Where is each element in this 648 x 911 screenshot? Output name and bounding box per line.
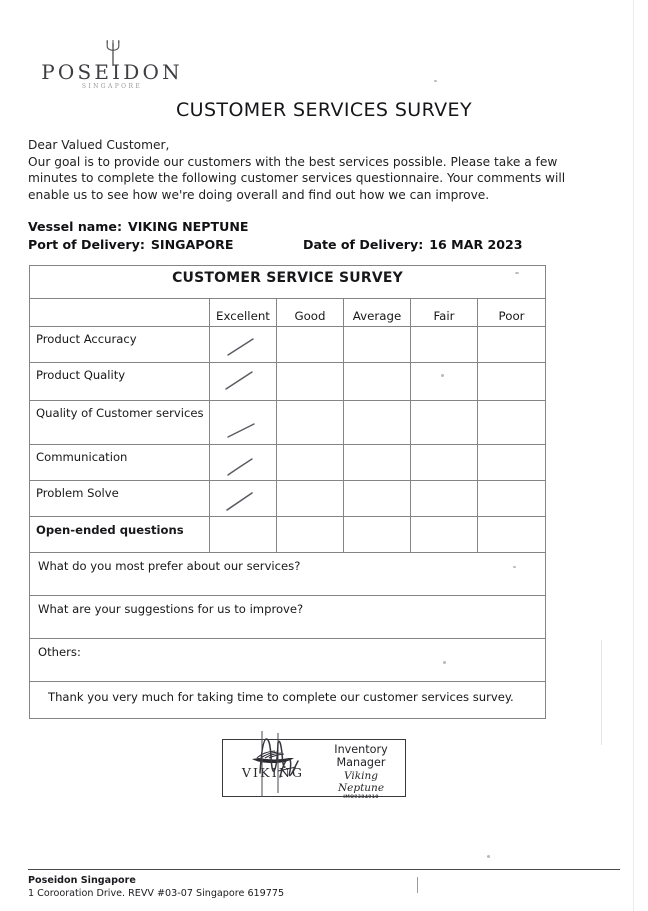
open-ended-blank-cell (478, 517, 546, 553)
date-of-delivery-group (303, 236, 523, 254)
vessel-name-value: VIKING NEPTUNE (128, 219, 249, 234)
scan-speck (434, 80, 437, 82)
rating-cell-excellent[interactable] (210, 445, 277, 481)
rating-cell-average[interactable] (344, 363, 411, 401)
stamp-brand-text: VIKING (241, 765, 305, 780)
logo-tagline: SINGAPORE (81, 83, 143, 90)
open-ended-blank-cell (344, 517, 411, 553)
handwritten-tick-mark (224, 371, 254, 391)
rating-cell-fair[interactable] (411, 401, 478, 445)
date-of-delivery-value: 16 MAR 2023 (429, 237, 523, 252)
open-ended-blank-cell (210, 517, 277, 553)
open-ended-question-row (30, 639, 546, 682)
date-of-delivery-label: Date of Delivery: (303, 237, 424, 252)
rating-cell-good[interactable] (277, 327, 344, 363)
rating-column-fair: Fair (411, 299, 478, 327)
rating-column-excellent: Excellent (210, 299, 277, 327)
stamp-logo-group (229, 748, 317, 780)
table-row (30, 481, 546, 517)
rating-column-good: Good (277, 299, 344, 327)
criteria-label-problem-solve: Problem Solve (30, 481, 210, 517)
open-question-suggestions[interactable]: What are your suggestions for us to improve? (30, 596, 546, 639)
rating-column-average: Average (344, 299, 411, 327)
rating-cell-average[interactable] (344, 401, 411, 445)
viking-longship-icon (249, 748, 297, 764)
table-row (30, 363, 546, 401)
stamp-role-group (321, 744, 401, 800)
poseidon-logo (32, 40, 192, 92)
stamp-role-line-2: Manager (336, 755, 386, 769)
rating-cell-poor[interactable] (478, 327, 546, 363)
company-stamp (222, 739, 406, 801)
open-question-others[interactable]: Others: (30, 639, 546, 682)
salutation-text: Dear Valued Customer, (28, 138, 170, 152)
rating-cell-fair[interactable] (411, 327, 478, 363)
stamp-vessel-name: Viking Neptune (337, 770, 385, 795)
rating-cell-fair[interactable] (411, 481, 478, 517)
criteria-header-blank (30, 299, 210, 327)
open-ended-blank-cell (277, 517, 344, 553)
scan-streak-artifact (601, 640, 602, 745)
rating-cell-poor[interactable] (478, 363, 546, 401)
survey-table-title: CUSTOMER SERVICE SURVEY (30, 266, 546, 299)
intro-paragraph (28, 137, 610, 203)
rating-cell-average[interactable] (344, 327, 411, 363)
criteria-label-quality-of-customer-services: Quality of Customer services (30, 401, 210, 445)
footer-address: 1 Corooration Drive. REVV #03-07 Singapore 619775 (28, 888, 285, 899)
footer-organization: Poseidon Singapore (28, 875, 136, 886)
open-ended-blank-cell (411, 517, 478, 553)
rating-cell-average[interactable] (344, 445, 411, 481)
handwritten-tick-mark (226, 457, 256, 477)
handwritten-tick-mark (226, 421, 256, 441)
table-row (30, 327, 546, 363)
rating-cell-good[interactable] (277, 445, 344, 481)
criteria-label-product-quality: Product Quality (30, 363, 210, 401)
rating-cell-good[interactable] (277, 363, 344, 401)
stamp-imo-number: IMO9384910 (343, 795, 379, 801)
handwritten-tick-mark (226, 337, 256, 357)
open-ended-header-row (30, 517, 546, 553)
rating-cell-poor[interactable] (478, 481, 546, 517)
rating-cell-excellent[interactable] (210, 327, 277, 363)
scan-speck (487, 855, 490, 858)
rating-cell-fair[interactable] (411, 363, 478, 401)
port-and-date-line (28, 236, 610, 254)
logo-wordmark: POSEIDON (41, 60, 183, 84)
intro-body-text: Our goal is to provide our customers with the best services possible. Please take a few minutes to complete the following customer services questionnaire. Your comments will enable us to see how we're doing overall and find out how we can improve. (28, 154, 566, 202)
rating-cell-poor[interactable] (478, 401, 546, 445)
footer-divider (28, 869, 620, 870)
page-footer (28, 874, 448, 900)
scan-edge-artifact (633, 0, 634, 911)
rating-cell-excellent[interactable] (210, 401, 277, 445)
vessel-name-label: Vessel name: (28, 219, 122, 234)
open-ended-question-row (30, 596, 546, 639)
rating-cell-fair[interactable] (411, 445, 478, 481)
table-row (30, 401, 546, 445)
stamp-role-line-1: Inventory (334, 743, 388, 756)
rating-column-poor: Poor (478, 299, 546, 327)
port-of-delivery-value: SINGAPORE (150, 237, 234, 252)
rating-cell-average[interactable] (344, 481, 411, 517)
rating-header-row (30, 299, 546, 327)
rating-cell-good[interactable] (277, 401, 344, 445)
open-ended-question-row (30, 553, 546, 596)
table-row (30, 445, 546, 481)
vessel-name-line (28, 218, 610, 236)
open-question-prefer[interactable]: What do you most prefer about our services? (30, 553, 546, 596)
criteria-label-product-accuracy: Product Accuracy (30, 327, 210, 363)
rating-cell-poor[interactable] (478, 445, 546, 481)
thank-you-message: Thank you very much for taking time to complete our customer services survey. (30, 682, 546, 719)
customer-service-survey-table (29, 265, 546, 719)
criteria-label-communication: Communication (30, 445, 210, 481)
page-title: CUSTOMER SERVICES SURVEY (176, 99, 472, 121)
thanks-row (30, 682, 546, 719)
rating-cell-good[interactable] (277, 481, 344, 517)
table-title-row (30, 266, 546, 299)
rating-cell-excellent[interactable] (210, 363, 277, 401)
rating-cell-excellent[interactable] (210, 481, 277, 517)
delivery-details (28, 218, 610, 254)
handwritten-tick-mark (225, 491, 255, 511)
open-ended-questions-label: Open-ended questions (30, 517, 210, 553)
port-of-delivery-label: Port of Delivery: (28, 237, 145, 252)
